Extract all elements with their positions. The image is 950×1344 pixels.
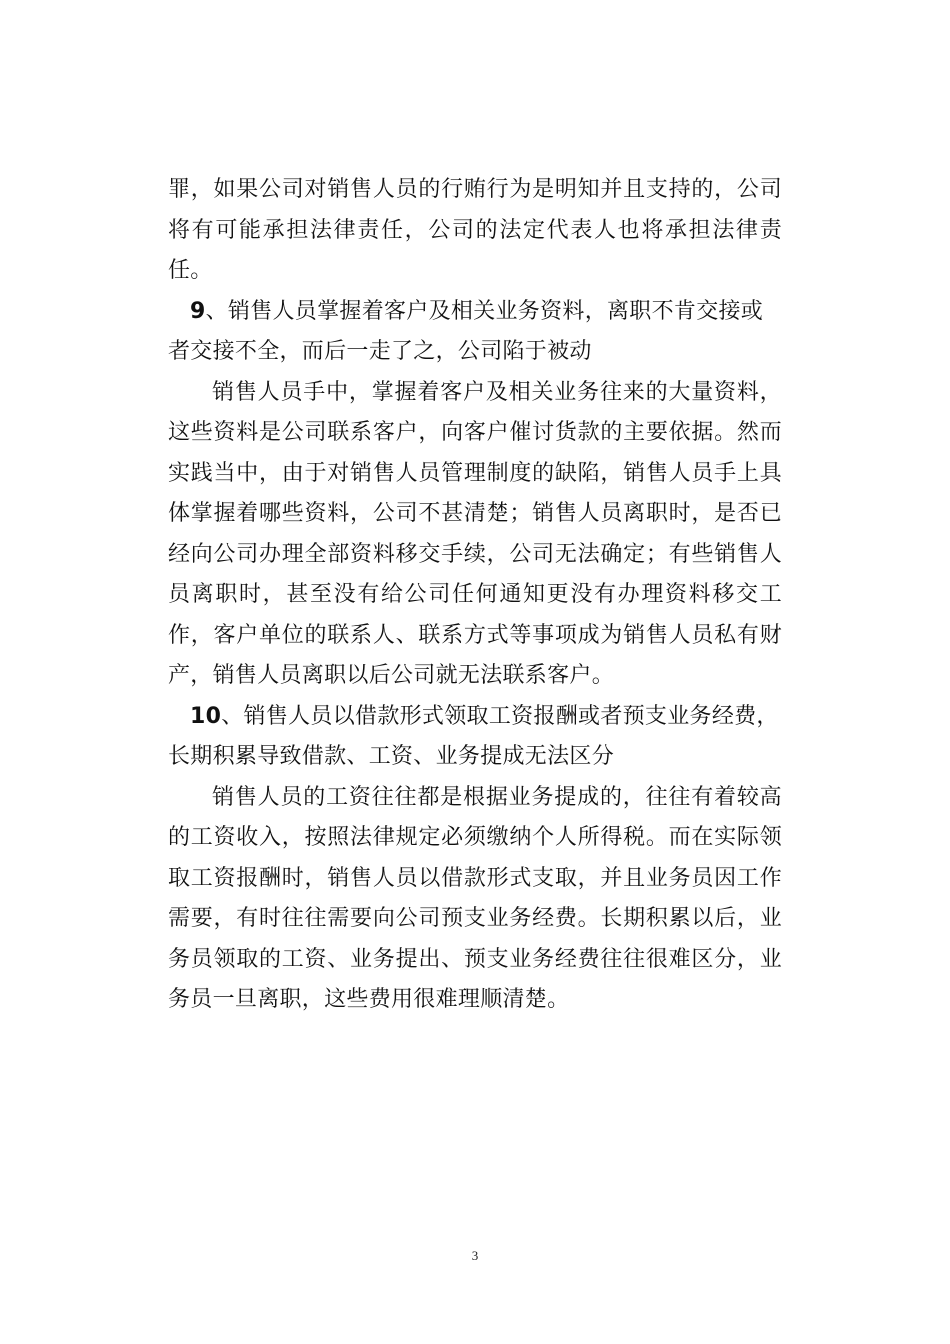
page-number: 3 (471, 1248, 479, 1263)
section-number: 9 (190, 298, 206, 324)
section-heading-text: 、销售人员以借款形式领取工资报酬或者预支业务经费，长期积累导致借款、工资、业务提成无法区分 (168, 703, 779, 769)
section-heading-text: 、销售人员掌握着客户及相关业务资料，离职不肯交接或者交接不全，而后一走了之，公司陷于被动 (168, 298, 764, 364)
paragraph-continuation: 罪，如果公司对销售人员的行贿行为是明知并且支持的，公司将有可能承担法律责任，公司的法定代表人也将承担法律责任。 (168, 177, 782, 283)
section-heading-10 (168, 697, 782, 778)
document-body (168, 170, 782, 1021)
paragraph-body: 销售人员的工资往往都是根据业务提成的，往往有着较高的工资收入，按照法律规定必须缴纳个人所得税。而在实际领取工资报酬时，销售人员以借款形式支取，并且业务员因工作需要，有时往往需要向公司预支业务经费。长期积累以后，业务员领取的工资、业务提出、预支业务经费往往很难区分，业务员一旦离职，这些费用很难理顺清楚。 (168, 784, 782, 1012)
section-number: 10 (190, 703, 222, 729)
paragraph-body: 销售人员手中，掌握着客户及相关业务往来的大量资料，这些资料是公司联系客户，向客户催讨货款的主要依据。然而实践当中，由于对销售人员管理制度的缺陷，销售人员手上具体掌握着哪些资料，公司不甚清楚；销售人员离职时，是否已经向公司办理全部资料移交手续，公司无法确定；有些销售人员离职时，甚至没有给公司任何通知更没有办理资料移交工作，客户单位的联系人、联系方式等事项成为销售人员私有财产，销售人员离职以后公司就无法联系客户。 (168, 379, 782, 688)
section-heading-9 (168, 292, 782, 373)
